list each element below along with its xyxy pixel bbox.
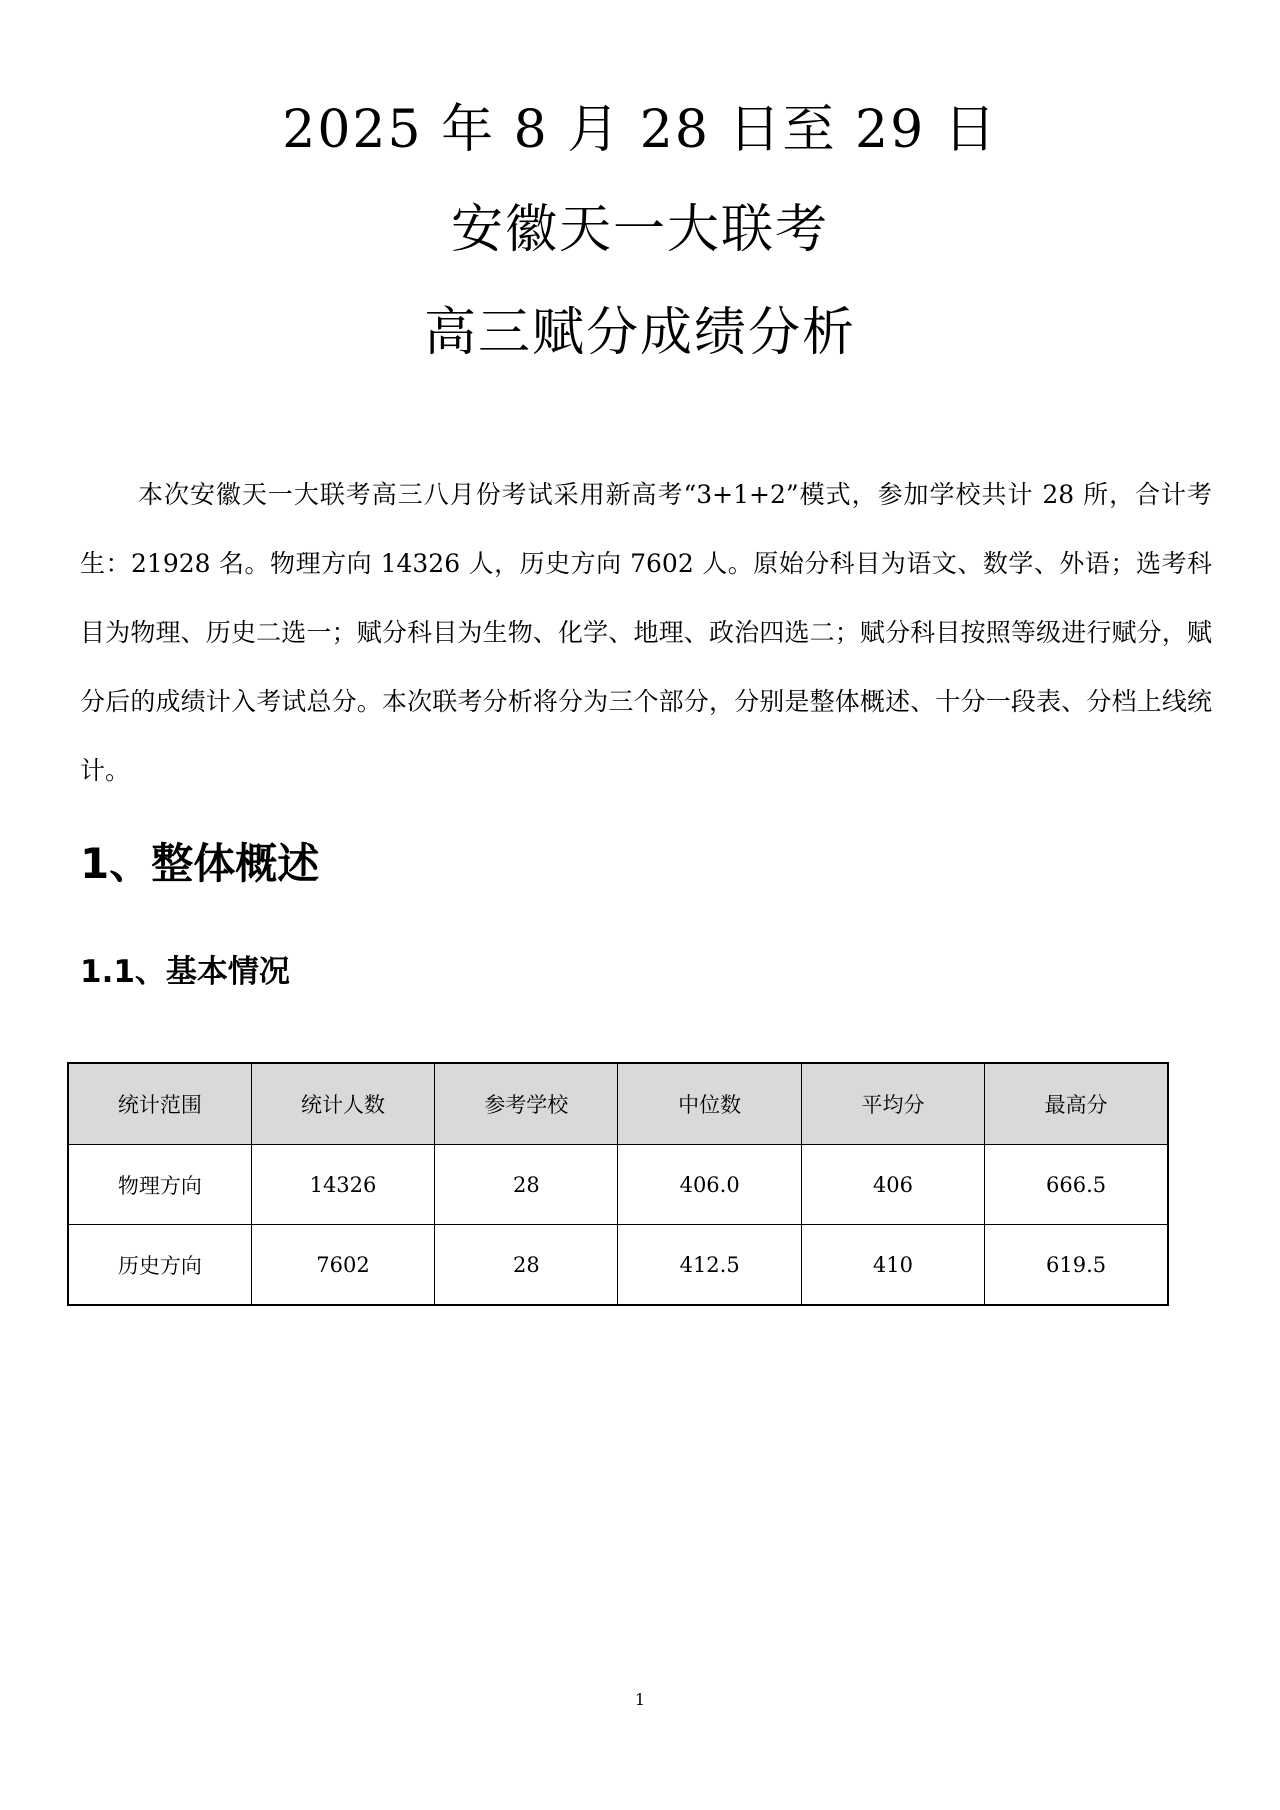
table-row <box>68 1225 1168 1306</box>
table-cell: 410 <box>801 1225 984 1306</box>
header-cell-median: 中位数 <box>618 1063 801 1145</box>
header-cell-average: 平均分 <box>801 1063 984 1145</box>
section-heading-overview: 1、整体概述 <box>80 839 320 888</box>
table-cell: 28 <box>435 1145 618 1225</box>
header-cell-max: 最高分 <box>985 1063 1168 1145</box>
header-cell-count: 统计人数 <box>251 1063 434 1145</box>
table-cell: 412.5 <box>618 1225 801 1306</box>
subsection-heading-basic: 1.1、基本情况 <box>80 954 290 990</box>
intro-paragraph: 本次安徽天一大联考高三八月份考试采用新高考“3+1+2”模式，参加学校共计 28 所，合计考生：21928 名。物理方向 14326 人，历史方向 7602 人。原始分科目为语文、数学、外语；选考科目为物理、历史二选一；赋分科目为生物、化学、地理、政治四选二；赋分科目按照等级进行赋分，赋分后的成绩计入考试总分。本次联考分析将分为三个部分，分别是整体概述、十分一段表、分档上线统计。 <box>80 480 1212 785</box>
table-cell: 406 <box>801 1145 984 1225</box>
header-cell-range: 统计范围 <box>68 1063 251 1145</box>
table-cell: 619.5 <box>985 1225 1168 1306</box>
title-date: 2025 年 8 月 28 日至 29 日 <box>282 100 998 160</box>
table-cell: 14326 <box>251 1145 434 1225</box>
basic-stats-table <box>67 1062 1169 1306</box>
header-cell-schools: 参考学校 <box>435 1063 618 1145</box>
title-report-name: 高三赋分成绩分析 <box>423 303 856 363</box>
table-row <box>68 1145 1168 1225</box>
title-exam-name: 安徽天一大联考 <box>450 200 829 260</box>
page-number: 1 <box>634 1690 646 1709</box>
table-cell: 406.0 <box>618 1145 801 1225</box>
table-cell: 物理方向 <box>68 1145 251 1225</box>
table-cell: 历史方向 <box>68 1225 251 1306</box>
table-cell: 666.5 <box>985 1145 1168 1225</box>
table-cell: 28 <box>435 1225 618 1306</box>
table-cell: 7602 <box>251 1225 434 1306</box>
table-header-row <box>68 1063 1168 1145</box>
